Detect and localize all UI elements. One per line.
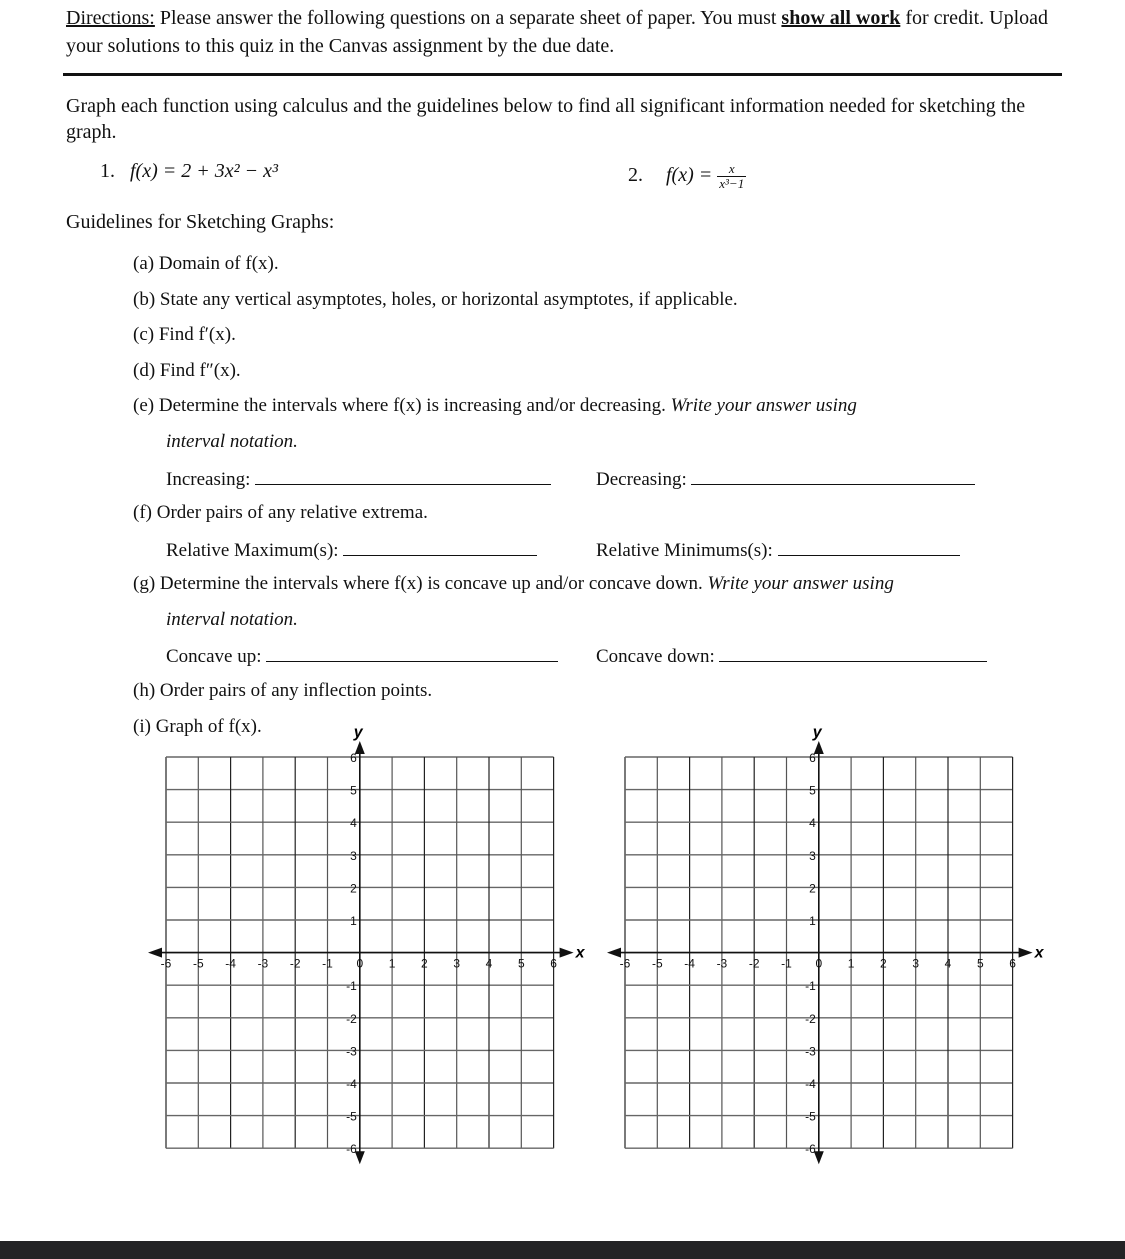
guideline-d-text: Find f″(x). xyxy=(159,360,241,381)
divider xyxy=(63,73,1062,76)
guideline-a-text: Domain of f(x). xyxy=(158,253,279,274)
graph-grid-2[interactable] xyxy=(599,720,1059,1185)
guideline-h xyxy=(133,679,432,703)
concave-down-field xyxy=(596,643,987,669)
rel-min-answer-blank[interactable] xyxy=(778,537,960,556)
guideline-e-label: (e) xyxy=(133,395,155,416)
x-tick-label: 5 xyxy=(517,956,525,971)
problem-2-fraction xyxy=(717,162,746,191)
y-tick-label: -6 xyxy=(346,1142,357,1157)
x-tick-label: 0 xyxy=(815,956,823,971)
y-tick-label: 5 xyxy=(809,783,816,798)
guideline-b-label: (b) xyxy=(133,289,156,310)
y-tick-label: -4 xyxy=(805,1077,816,1091)
directions-label: Directions: xyxy=(66,7,155,29)
directions-emphasis: show all work xyxy=(781,7,901,29)
y-tick-label: 4 xyxy=(809,816,816,831)
x-tick-label: 4 xyxy=(485,956,493,971)
guideline-c xyxy=(133,323,236,347)
y-tick-label: -6 xyxy=(805,1142,816,1157)
guideline-b xyxy=(133,288,738,312)
x-tick-label: 6 xyxy=(1009,956,1016,971)
x-tick-label: 2 xyxy=(880,956,887,971)
y-tick-label: 6 xyxy=(809,751,816,765)
guideline-c-text: Find f′(x). xyxy=(158,324,236,345)
x-tick-label: -4 xyxy=(225,956,236,971)
concave-up-field xyxy=(166,643,558,669)
x-tick-label: 6 xyxy=(550,956,557,971)
y-tick-label: 2 xyxy=(809,881,816,896)
increasing-answer-blank[interactable] xyxy=(255,466,551,485)
y-tick-label: -3 xyxy=(346,1044,357,1059)
y-tick-label: -2 xyxy=(805,1011,816,1026)
x-tick-label: 2 xyxy=(421,956,428,971)
guideline-e-italic: Write your answer using xyxy=(670,395,857,416)
x-tick-label: 0 xyxy=(356,956,364,971)
graph-grid-1[interactable] xyxy=(140,720,600,1185)
decreasing-label: Decreasing: xyxy=(596,469,687,490)
guideline-d-label: (d) xyxy=(133,360,156,381)
directions xyxy=(66,4,1056,60)
guideline-f-text: Order pairs of any relative extrema. xyxy=(156,502,428,523)
x-tick-label: 1 xyxy=(388,956,396,971)
x-tick-label: -2 xyxy=(289,956,301,971)
rel-max-answer-blank[interactable] xyxy=(343,537,537,556)
problem-2-number: 2. xyxy=(628,164,643,187)
y-tick-label: 4 xyxy=(350,816,357,831)
guideline-f-label: (f) xyxy=(133,502,152,523)
guideline-f xyxy=(133,501,428,525)
decreasing-answer-blank[interactable] xyxy=(691,466,975,485)
problem-1 xyxy=(100,160,278,183)
rel-min-field xyxy=(596,537,960,563)
problem-1-lhs: f(x) = xyxy=(130,160,182,182)
guideline-i-label: (i) xyxy=(133,716,151,737)
y-tick-label: 2 xyxy=(350,881,357,896)
x-tick-label: -1 xyxy=(322,956,333,971)
arrow-right-icon xyxy=(560,948,574,958)
x-tick-label: -5 xyxy=(651,956,663,971)
y-tick-label: 3 xyxy=(350,848,357,863)
guideline-i-text: Graph of f(x). xyxy=(155,716,262,737)
guideline-g-italic: Write your answer using xyxy=(707,573,894,594)
problem-1-expression: 2 + 3x² − x³ xyxy=(181,160,278,182)
y-axis-label: y xyxy=(353,724,363,741)
decreasing-field xyxy=(596,466,975,492)
x-tick-label: -1 xyxy=(781,956,792,971)
y-tick-label: -1 xyxy=(346,979,357,994)
x-tick-label: 1 xyxy=(847,956,855,971)
x-axis-label: x xyxy=(575,944,585,962)
guidelines-title: Guidelines for Sketching Graphs: xyxy=(66,211,335,233)
x-tick-label: 5 xyxy=(976,956,984,971)
problem-2 xyxy=(628,162,746,191)
x-tick-label: -2 xyxy=(748,956,760,971)
guideline-g-italic-cont: interval notation. xyxy=(166,609,298,630)
guideline-a-label: (a) xyxy=(133,253,155,274)
y-tick-label: -3 xyxy=(805,1044,816,1059)
guideline-g-label: (g) xyxy=(133,573,156,594)
directions-text-before: Please answer the following questions on a separate sheet of paper. You must xyxy=(154,7,782,29)
increasing-field xyxy=(166,466,551,492)
arrow-right-icon xyxy=(1019,948,1033,958)
bottom-bar xyxy=(0,1241,1125,1259)
x-tick-label: -5 xyxy=(192,956,204,971)
guideline-e-italic-cont: interval notation. xyxy=(166,431,298,452)
y-tick-label: 1 xyxy=(809,914,816,928)
rel-max-field xyxy=(166,537,537,563)
guideline-h-text: Order pairs of any inflection points. xyxy=(159,680,433,701)
y-tick-label: -1 xyxy=(805,979,816,994)
y-tick-label: 5 xyxy=(350,783,357,798)
increasing-label: Increasing: xyxy=(166,469,251,490)
concave-down-answer-blank[interactable] xyxy=(719,643,987,662)
directions-text-after: for credit. Upload your solutions to this quiz in the Canvas assignment by the due date. xyxy=(66,7,1049,57)
guideline-h-label: (h) xyxy=(133,680,156,701)
guideline-g xyxy=(133,572,894,596)
x-axis-label: x xyxy=(1034,944,1044,962)
y-tick-label: -2 xyxy=(346,1011,357,1026)
x-tick-label: -3 xyxy=(716,956,728,971)
guideline-d xyxy=(133,359,241,383)
x-tick-label: -6 xyxy=(619,956,631,971)
x-tick-label: 4 xyxy=(944,956,952,971)
y-tick-label: 3 xyxy=(809,848,816,863)
guideline-c-label: (c) xyxy=(133,324,155,345)
guideline-g-text: Determine the intervals where f(x) is concave up and/or concave down. xyxy=(159,573,708,594)
guideline-e xyxy=(133,394,857,418)
y-tick-label: 1 xyxy=(350,914,357,928)
x-tick-label: 3 xyxy=(912,956,920,971)
x-tick-label: -6 xyxy=(160,956,172,971)
problem-1-number: 1. xyxy=(100,160,115,182)
guideline-b-text: State any vertical asymptotes, holes, or horizontal asymptotes, if applicable. xyxy=(159,289,738,310)
x-tick-label: 3 xyxy=(453,956,461,971)
problem-2-lhs: f(x) = xyxy=(666,164,718,187)
rel-min-label: Relative Minimums(s): xyxy=(596,540,773,561)
concave-down-label: Concave down: xyxy=(596,646,715,667)
concave-up-label: Concave up: xyxy=(166,646,262,667)
problem-2-denominator: x³−1 xyxy=(719,176,745,191)
intro-text: Graph each function using calculus and the guidelines below to find all significant information needed for sketching the graph. xyxy=(66,95,1026,143)
concave-up-answer-blank[interactable] xyxy=(266,643,558,662)
guideline-e-text: Determine the intervals where f(x) is increasing and/or decreasing. xyxy=(158,395,671,416)
y-axis-label: y xyxy=(812,724,822,741)
y-tick-label: -4 xyxy=(346,1077,357,1091)
x-tick-label: -3 xyxy=(257,956,269,971)
y-tick-label: -5 xyxy=(346,1109,357,1124)
guideline-a xyxy=(133,252,279,276)
y-tick-label: -5 xyxy=(805,1109,816,1124)
rel-max-label: Relative Maximum(s): xyxy=(166,540,339,561)
x-tick-label: -4 xyxy=(684,956,695,971)
problem-2-numerator: x xyxy=(717,162,746,177)
y-tick-label: 6 xyxy=(350,751,357,765)
